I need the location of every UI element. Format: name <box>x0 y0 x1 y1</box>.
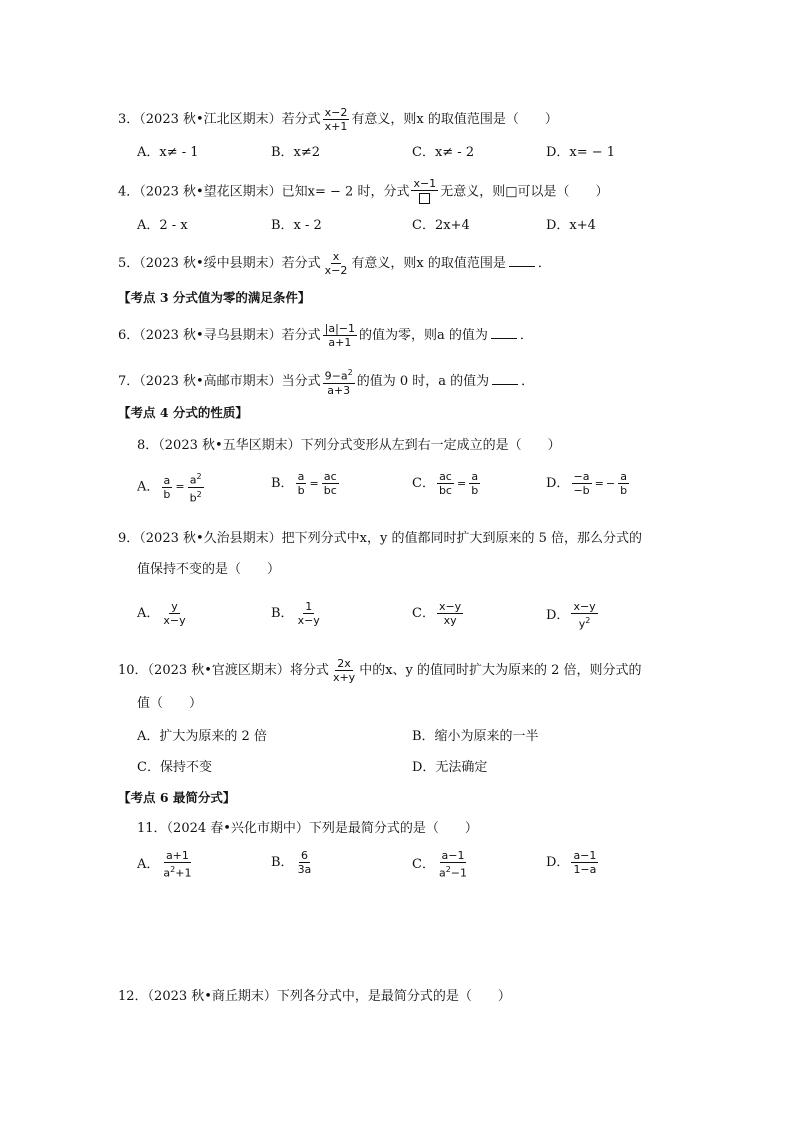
q9-option-c: C． $\frac{x-y}{xy}$ <box>412 600 462 627</box>
q10-option-a: A．扩大为原来的 2 倍 <box>137 729 267 744</box>
q8-option-a: A． $\frac{a}{b}$ = $\frac{a^2}{b^2}$ <box>137 472 202 505</box>
q3-prefix: 3．（2023 秋•江北区期末）若分式 <box>118 112 321 127</box>
question-8: 8．（2023 秋•五华区期末）下列分式变形从左到右一定成立的是（ ） <box>137 438 561 453</box>
question-5: 5．（2023 秋•绥中县期末）若分式 $\frac{x}{x-2}$ 有意义，则x 的取值范围是 ． <box>118 250 551 277</box>
answer-blank <box>509 254 535 267</box>
q5-fraction: $\frac{x}{x-2}$ <box>324 250 348 277</box>
q4-option-b: B．x - 2 <box>271 218 322 233</box>
question-7: 7．（2023 秋•高邮市期末）当分式 $\frac{9-a^2}{a+3}$ 的值为 0 时，a 的值为 ． <box>118 368 535 397</box>
q3-option-a: A．x≠ - 1 <box>137 145 199 160</box>
section-heading-6: 【考点 6 最简分式】 <box>118 790 236 805</box>
q3-option-d: D．x= − 1 <box>546 145 616 160</box>
section-heading-3: 【考点 3 分式值为零的满足条件】 <box>118 290 311 305</box>
q6-suffix: 的值为零，则a 的值为 <box>359 328 488 343</box>
q4-option-c: C．2x+4 <box>412 218 470 233</box>
q11-option-b: B． $\frac{6}{3a}$ <box>271 849 312 876</box>
question-9-line-1: 9．（2023 秋•久治县期末）把下列分式中x，y 的值都同时扩大到原来的 5 倍，那么分式的 <box>118 531 642 546</box>
q10-suffix: 中的x、y 的值同时扩大为原来的 2 倍，则分式的 <box>359 663 642 678</box>
q5-prefix: 5．（2023 秋•绥中县期末）若分式 <box>118 256 321 271</box>
q11-option-c: C． $\frac{a-1}{a^2-1}$ <box>412 849 468 880</box>
question-12: 12．（2023 秋•商丘期末）下列各分式中，是最简分式的是（ ） <box>118 989 511 1004</box>
question-11: 11．（2024 春•兴化市期中）下列是最简分式的是（ ） <box>137 821 478 836</box>
q3-option-b: B．x≠2 <box>271 145 321 160</box>
question-4 <box>118 177 608 207</box>
empty-box-icon <box>419 193 430 204</box>
q11-option-a: A． $\frac{a+1}{a^2+1}$ <box>137 849 192 880</box>
section-heading-4: 【考点 4 分式的性质】 <box>118 405 248 420</box>
answer-blank <box>491 326 517 339</box>
q3-option-c: C．x≠ - 2 <box>412 145 475 160</box>
q7-suffix: 的值为 0 时，a 的值为 <box>356 373 490 389</box>
question-3 <box>118 106 558 133</box>
q8-option-c: C． $\frac{ac}{bc}$ = $\frac{a}{b}$ <box>412 470 479 497</box>
q11-option-d: D． $\frac{a-1}{1-a}$ <box>546 849 597 876</box>
q4-option-d: D．x+4 <box>546 218 596 233</box>
q4-option-a: A．2 - x <box>137 218 188 233</box>
q4-prefix: 4．（2023 秋•望花区期末）已知x= − 2 时，分式 <box>118 184 410 200</box>
q3-suffix: 有意义，则x 的取值范围是（ ） <box>351 112 558 127</box>
question-9-line-2: 值保持不变的是（ ） <box>137 562 281 577</box>
q7-fraction: $\frac{9-a^2}{a+3}$ <box>324 368 353 397</box>
q6-prefix: 6．（2023 秋•寻乌县期末）若分式 <box>118 328 321 343</box>
question-6: 6．（2023 秋•寻乌县期末）若分式 $\frac{|a|-1}{a+1}$ 的值为零，则a 的值为 ． <box>118 322 533 349</box>
q4-suffix: 无意义，则□可以是（ ） <box>440 184 609 200</box>
q7-prefix: 7．（2023 秋•高邮市期末）当分式 <box>118 373 321 389</box>
q9-option-d: D． $\frac{x-y}{y^2}$ <box>546 600 596 631</box>
q8-option-b: B． $\frac{a}{b}$ = $\frac{ac}{bc}$ <box>271 470 337 497</box>
q10-option-c: C．保持不变 <box>137 760 212 775</box>
q9-option-b: B． $\frac{1}{x-y}$ <box>271 600 320 627</box>
q4-fraction: x−1 <box>411 177 438 207</box>
question-10-line-2: 值（ ） <box>137 696 203 711</box>
q10-option-b: B．缩小为原来的一半 <box>412 729 539 744</box>
q10-fraction: $\frac{2x}{x+y}$ <box>332 657 356 684</box>
question-10 <box>118 657 642 684</box>
q9-option-a: A． $\frac{y}{x-y}$ <box>137 600 186 627</box>
q3-fraction: $\frac{x-2}{x+1}$ <box>324 106 348 133</box>
q8-option-d: D． $\frac{-a}{-b}$ = − $\frac{a}{b}$ <box>546 470 628 497</box>
answer-blank <box>492 372 518 385</box>
q10-prefix: 10．（2023 秋•官渡区期末）将分式 <box>118 663 329 678</box>
q10-option-d: D．无法确定 <box>412 760 488 775</box>
q5-suffix: 有意义，则x 的取值范围是 <box>351 256 506 271</box>
q6-fraction: $\frac{|a|-1}{a+1}$ <box>324 322 356 349</box>
